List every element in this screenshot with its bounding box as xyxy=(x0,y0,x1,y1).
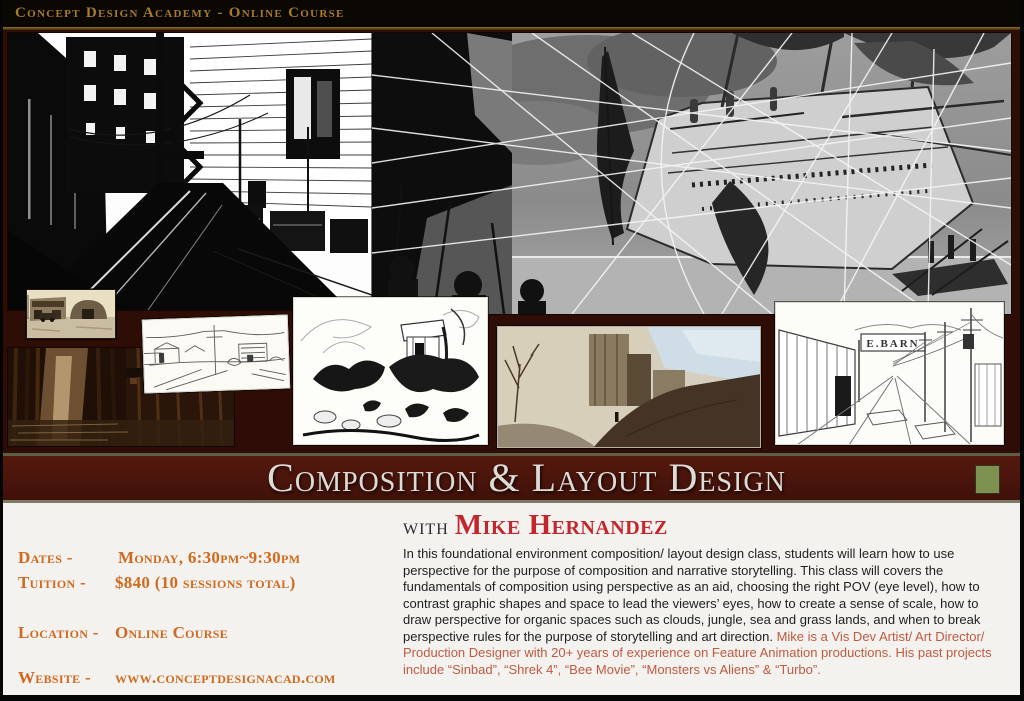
detail-row-location xyxy=(18,623,228,643)
detail-row-website xyxy=(18,668,336,688)
artwork-village-pencil-sketch xyxy=(142,314,290,393)
artwork-alley-ink-sketch xyxy=(8,33,372,310)
detail-row-tuition xyxy=(18,573,296,593)
artwork-collage xyxy=(3,30,1020,453)
artwork-storefront-photo xyxy=(26,289,116,339)
academy-title: Concept Design Academy - Online Course xyxy=(15,5,345,21)
instructor-name: Mike Hernandez xyxy=(454,509,668,541)
dates-label: Dates - xyxy=(18,548,73,567)
dates-value: Monday, 6:30pm~9:30pm xyxy=(118,548,301,567)
location-label: Location - xyxy=(18,623,99,642)
description-main: In this foundational environment composition/ layout design class, students will learn how to use perspective for the purpose of composition and narrative storytelling. This class will covers the fundamentals of composition using perspective as an aid, choosing the right POV (eye level), how to contrast graphic shapes and space to lead the viewers’ eyes, how to create a sense of scale, how to draw perspective for organic spaces such as clouds, jungle, sea and grass lands, and when to break perspective rules for the purpose of storytelling and art direction. xyxy=(403,546,981,644)
description-column xyxy=(403,509,1015,678)
tuition-label: Tuition - xyxy=(18,573,86,592)
artwork-street-pen-sketch xyxy=(775,302,1004,445)
location-value: Online Course xyxy=(115,623,229,642)
artwork-garden-ink-sketch xyxy=(293,297,488,445)
street-sign-text: E.BARN xyxy=(866,338,920,350)
artwork-ship-perspective-sketch xyxy=(372,33,1011,314)
bottom-border xyxy=(3,695,1020,701)
instructor-line xyxy=(403,509,1015,542)
course-description xyxy=(403,546,1009,678)
description-highlight: Mike is a Vis Dev Artist/ Art Director/ Production Designer with 20+ years of experience on Feature Animation productions. His past projects include “Sinbad”, “Shrek 4”, “Bee Movie”, “Monsters vs Aliens” & “Turbo”. xyxy=(403,628,992,677)
tuition-value: $840 (10 sessions total) xyxy=(115,573,296,592)
instructor-prefix: with xyxy=(403,514,449,539)
detail-row-dates xyxy=(18,548,300,568)
green-accent-square xyxy=(976,466,999,493)
artwork-misty-canyon-painting xyxy=(497,326,761,448)
website-link[interactable]: www.conceptdesignacad.com xyxy=(115,668,336,687)
course-title: Composition & Layout Design xyxy=(267,455,786,500)
header-bar xyxy=(3,0,1020,27)
title-banner xyxy=(3,453,1020,503)
website-label: Website - xyxy=(18,668,91,687)
info-section xyxy=(3,503,1020,695)
